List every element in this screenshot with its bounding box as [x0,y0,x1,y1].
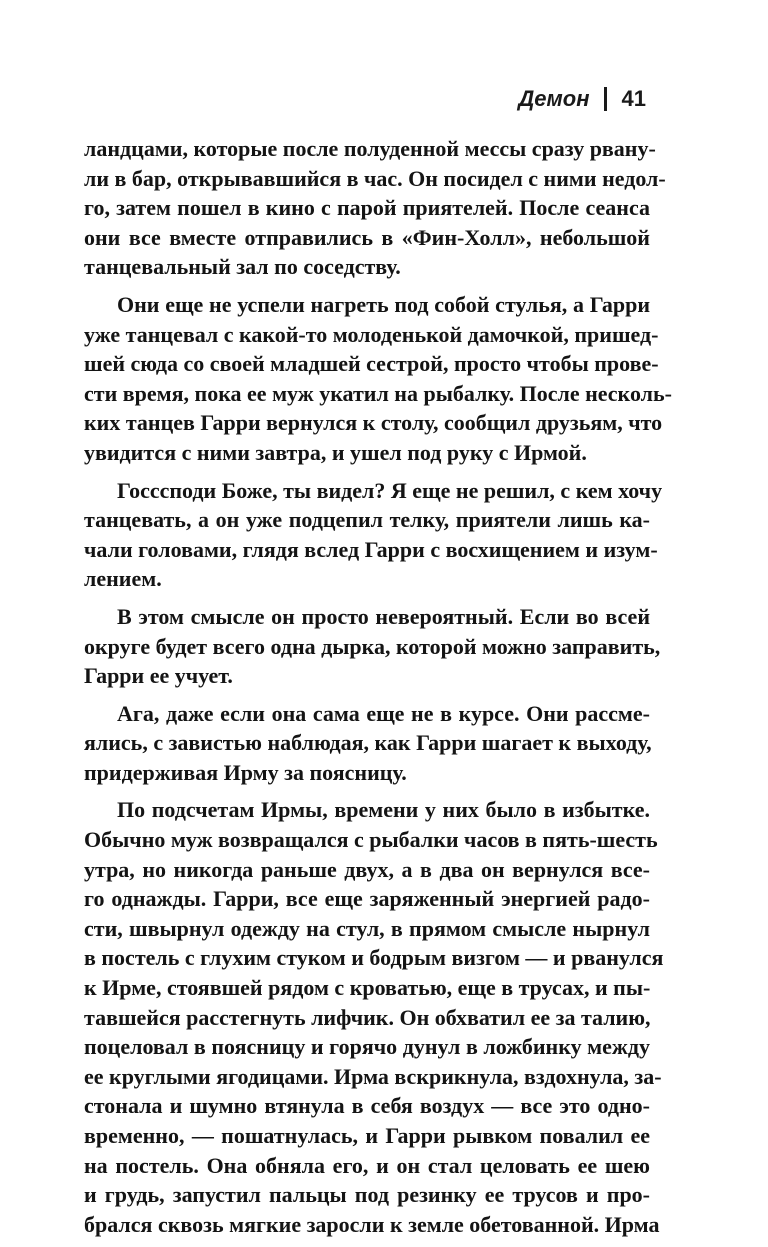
text-line: лением. [84,566,162,592]
body-text [84,134,672,1247]
paragraph [84,795,664,1239]
paragraph [84,476,663,594]
text-line: В этом смысле он просто невероятный. Если во всей [117,603,650,629]
paragraph [84,699,650,788]
text-line: ландцами, которые после полуденной мессы сразу рвану- [84,136,656,161]
page-number: 41 [621,86,646,111]
text-line: шей сюда со своей младшей сестрой, просто чтобы прове- [84,351,659,377]
text-line: го однажды. Гарри, все еще заряженный энергией радо- [84,886,650,912]
text-line: ее круглыми ягодицами. Ирма вскрикнула, вздохнула, за- [84,1063,662,1089]
text-line: сти время, пока ее муж укатил на рыбалку. После несколь- [84,380,672,406]
text-line: По подсчетам Ирмы, времени у них было в избытке. [117,797,650,823]
text-line: они все вместе отправились в «Фин-Холл», небольшой [84,224,650,250]
running-title: Демон [518,86,590,111]
text-line: на постель. Она обняла его, и он стал целовать ее шею [84,1152,650,1178]
text-line: Они еще не успели нагреть под собой стулья, а Гарри [117,291,650,317]
text-line: ли в бар, открывавшийся в час. Он посидел с ними недол- [84,165,666,191]
text-line: временно, — пошатнулась, и Гарри рывком повалил ее [84,1123,650,1148]
text-line: уже танцевал с какой-то молоденькой дамочкой, пришед- [84,321,659,347]
text-line: танцевальный зал по соседству. [84,254,401,280]
text-line: тавшейся расстегнуть лифчик. Он обхватил ее за талию, [84,1004,651,1030]
text-line: округе будет всего одна дырка, которой можно заправить, [84,633,661,659]
header-separator [604,87,607,111]
text-line: и грудь, запустил пальцы под резинку ее трусов и про- [84,1182,650,1208]
text-line: Обычно муж возвращался с рыбалки часов в пять-шесть [84,827,658,853]
running-header [518,86,646,112]
text-line: увидится с ними завтра, и ушел под руку с Ирмой. [84,439,587,465]
text-line: сти, швырнул одежду на стул, в прямом смысле нырнул [84,915,650,941]
text-line: танцевать, а он уже подцепил телку, приятели лишь ка- [84,507,650,533]
text-line: ялись, с завистью наблюдая, как Гарри шагает к выходу, [84,730,652,756]
paragraph [84,134,666,282]
text-line: ких танцев Гарри вернулся к столу, сообщил друзьям, что [84,410,663,436]
text-line: Госссподи Боже, ты видел? Я еще не решил, с кем хочу [117,477,663,503]
paragraph [84,290,672,468]
text-line: Гарри ее учует. [84,663,233,689]
text-line: к Ирме, стоявшей рядом с кроватью, еще в трусах, и пы- [84,975,651,1001]
text-line: го, затем пошел в кино с парой приятелей. После сеанса [84,195,650,221]
paragraph [84,602,661,691]
text-line: придерживая Ирму за поясницу. [84,759,407,785]
text-line: в постель с глухим стуком и бодрым визгом — и рванулся [84,945,664,971]
text-line: брался сквозь мягкие заросли к земле обетованной. Ирма [84,1211,660,1237]
text-line: утра, но никогда раньше двух, а в два он вернулся все- [84,856,650,882]
text-line: чали головами, глядя вслед Гарри с восхищением и изум- [84,536,658,562]
text-line: Ага, даже если она сама еще не в курсе. Они рассме- [117,700,650,726]
text-line: поцеловал в поясницу и горячо дунул в ложбинку между [84,1034,650,1060]
text-line: стонала и шумно втянула в себя воздух — все это одно- [84,1093,650,1119]
